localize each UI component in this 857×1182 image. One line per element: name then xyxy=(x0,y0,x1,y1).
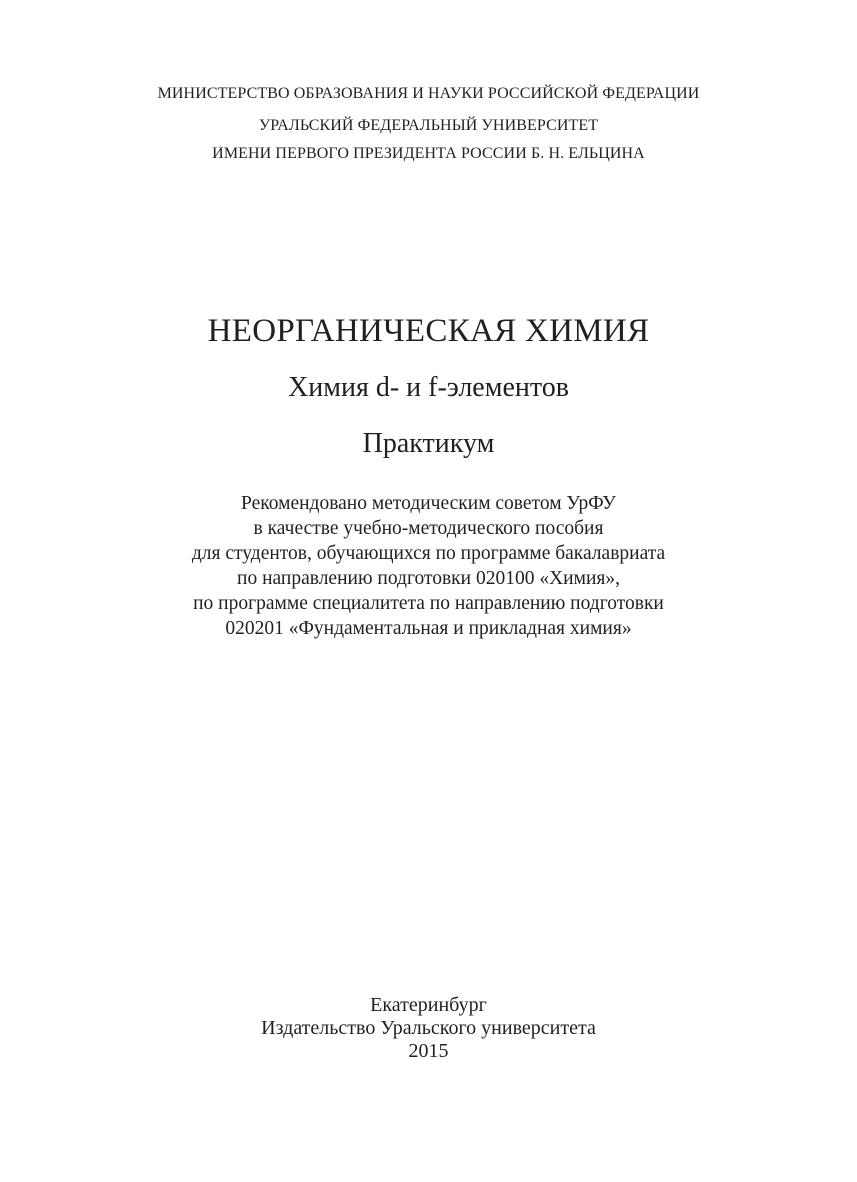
recommendation-line: 020201 «Фундаментальная и прикладная химия» xyxy=(225,618,632,639)
recommendation-line: для студентов, обучающихся по программе бакалавриата xyxy=(191,543,666,564)
recommendation-line: в качестве учебно-методического пособия xyxy=(253,518,604,539)
book-title: НЕОРГАНИЧЕСКАЯ ХИМИЯ xyxy=(207,313,650,349)
imprint-city: Екатеринбург xyxy=(370,994,487,1016)
university-name: УРАЛЬСКИЙ ФЕДЕРАЛЬНЫЙ УНИВЕРСИТЕТ xyxy=(258,117,599,134)
university-named-after: ИМЕНИ ПЕРВОГО ПРЕЗИДЕНТА РОССИИ Б. Н. ЕЛЬЦИНА xyxy=(212,145,645,162)
book-subtitle: Химия d- и f-элементов xyxy=(288,372,569,403)
recommendation-line: Рекомендовано методическим советом УрФУ xyxy=(241,493,616,514)
recommendation-line: по программе специалитета по направлению подготовки xyxy=(193,593,664,614)
book-genre: Практикум xyxy=(362,428,495,459)
ministry-name: МИНИСТЕРСТВО ОБРАЗОВАНИЯ И НАУКИ РОССИЙСКОЙ ФЕДЕРАЦИИ xyxy=(157,85,700,102)
imprint-year: 2015 xyxy=(408,1040,449,1062)
imprint-publisher: Издательство Уральского университета xyxy=(261,1017,596,1039)
recommendation-line: по направлению подготовки 020100 «Химия», xyxy=(237,568,620,589)
